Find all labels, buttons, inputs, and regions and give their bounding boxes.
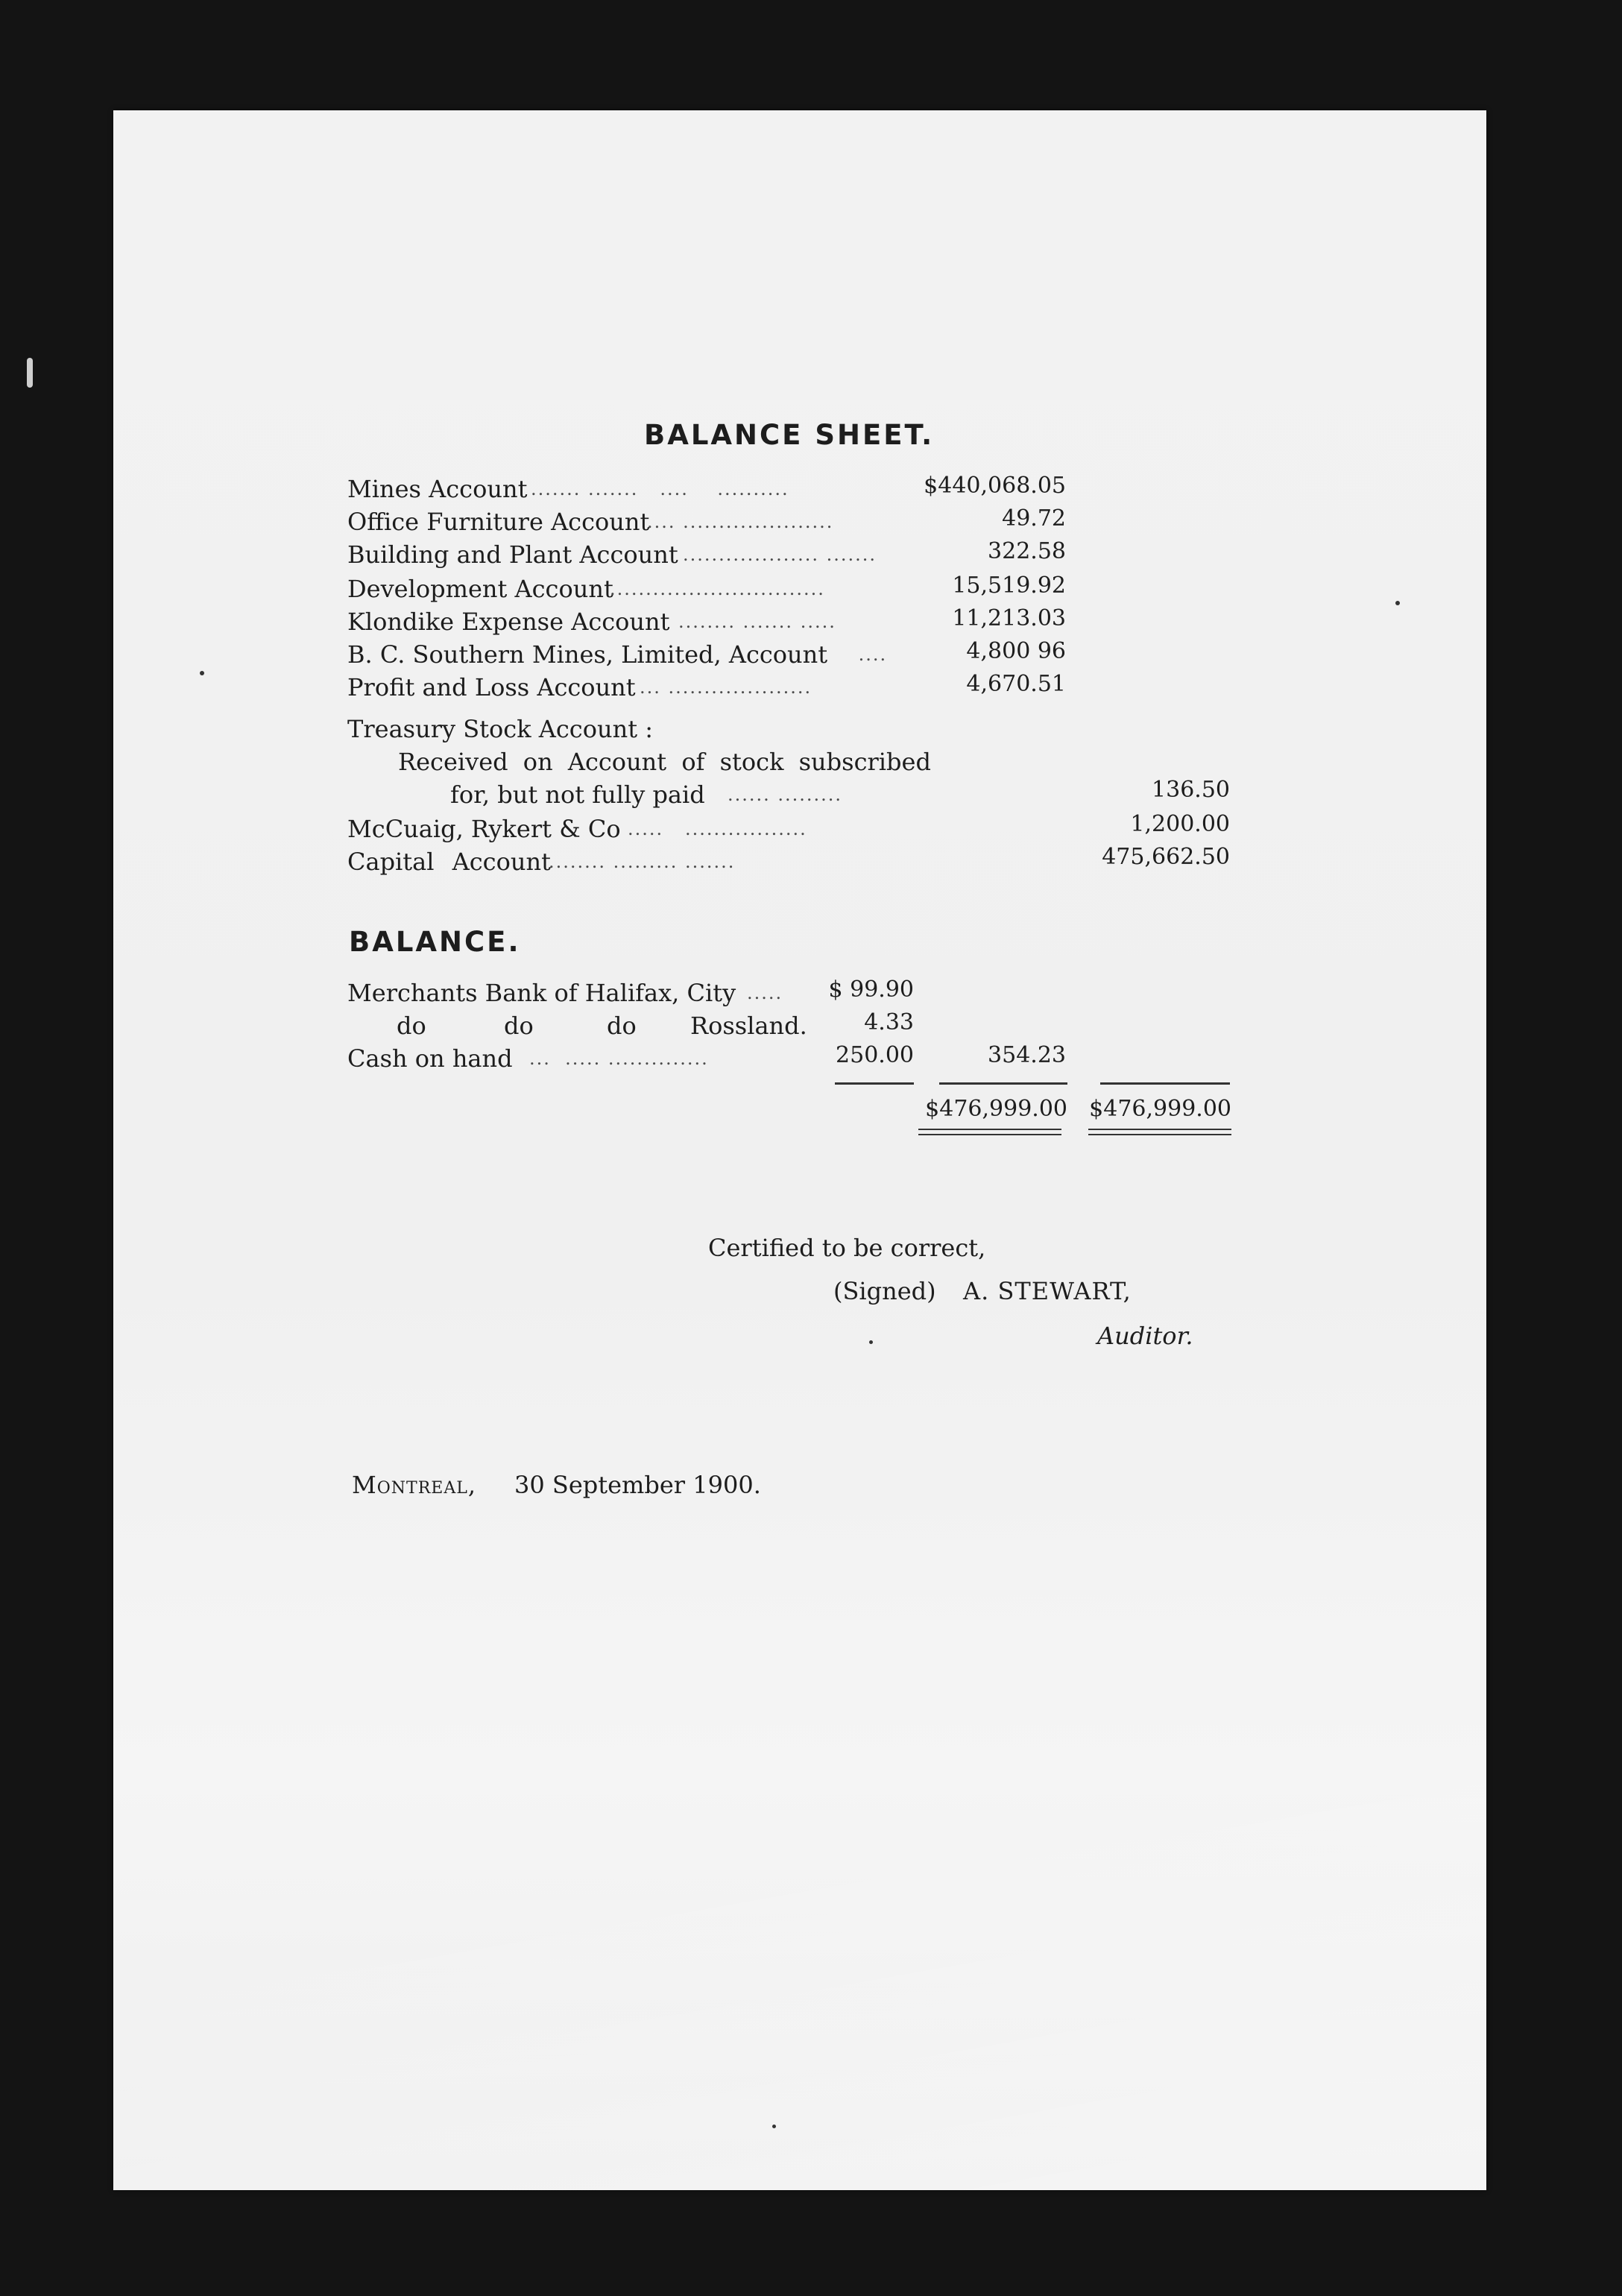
dot-leader: .... ..................... [647, 511, 834, 532]
capital-value: 475,662.50 [1102, 844, 1230, 870]
column-rule [1100, 1082, 1230, 1085]
balance-item-value: 4.33 [864, 1009, 914, 1035]
balance-item-label: Merchants Bank of Halifax, City [347, 979, 736, 1007]
treasury-value: 136.50 [1152, 777, 1230, 803]
scan-mark [27, 358, 33, 388]
dot-leader: ...... ......... [728, 784, 843, 805]
dust-speck [200, 671, 204, 675]
account-label: Mines Account [347, 475, 528, 503]
capital-label: Capital Account [347, 848, 551, 876]
mccuaig-label: McCuaig, Rykert & Co [347, 815, 621, 843]
treasury-line-2: for, but not fully paid [450, 780, 705, 809]
balance-heading: BALANCE. [349, 926, 521, 958]
sheet-title: BALANCE SHEET. [644, 419, 935, 451]
account-label: Klondike Expense Account [347, 608, 670, 636]
account-label: Office Furniture Account [347, 508, 650, 536]
certification-line: Certified to be correct, [708, 1234, 986, 1262]
total-left: $476,999.00 [925, 1096, 1067, 1122]
cash-subtotal: 354.23 [988, 1042, 1066, 1068]
dust-speck [869, 1340, 873, 1344]
account-value: 4,670.51 [966, 671, 1066, 697]
signed-label: (Signed) [833, 1277, 936, 1305]
total-double-rule [918, 1129, 1061, 1135]
account-value: 15,519.92 [952, 573, 1066, 599]
account-value: 322.58 [988, 538, 1066, 564]
balance-item-value: $ 99.90 [828, 977, 914, 1003]
total-double-rule [1088, 1129, 1231, 1135]
dot-leader: ... .................... [640, 677, 812, 698]
dot-leader: ..... [747, 983, 783, 1003]
total-right: $476,999.00 [1089, 1096, 1231, 1122]
dot-leader: ................... ....... [683, 544, 877, 565]
auditor-name: A. STEWART, [963, 1277, 1132, 1305]
dot-leader: ....... ....... .... .......... [531, 479, 789, 499]
dot-leader: ... ..... .............. [529, 1048, 709, 1069]
treasury-line-1: Received on Account of stock subscribed [398, 748, 931, 776]
treasury-heading: Treasury Stock Account : [347, 715, 654, 743]
balance-item-value: 250.00 [836, 1042, 914, 1068]
balance-item-label: Rossland. [690, 1012, 807, 1040]
mccuaig-value: 1,200.00 [1130, 811, 1230, 837]
balance-item-label: do [607, 1012, 637, 1040]
dot-leader: ........ ......... ....... [549, 851, 736, 872]
auditor-role: Auditor. [1097, 1322, 1193, 1350]
dot-leader: ..... ................. [628, 819, 807, 839]
dot-leader: .... [851, 644, 888, 665]
account-value: 11,213.03 [952, 605, 1066, 631]
account-value: 49.72 [1002, 505, 1066, 532]
account-label: Development Account [347, 575, 613, 603]
column-rule [835, 1082, 914, 1085]
dot-leader: .............................. [610, 578, 825, 599]
account-value: 4,800 96 [966, 638, 1066, 664]
dust-speck [772, 2125, 776, 2128]
dust-speck [1395, 601, 1400, 605]
balance-item-label: do [504, 1012, 534, 1040]
account-value: $440,068.05 [924, 473, 1066, 499]
account-label: Building and Plant Account [347, 540, 678, 569]
dot-leader: ........ ....... ..... [678, 611, 836, 632]
column-rule [939, 1082, 1067, 1085]
balance-item-label: Cash on hand [347, 1044, 513, 1073]
balance-item-label: do [397, 1012, 426, 1040]
dateline-city: Montreal, [352, 1471, 477, 1499]
dateline-date: 30 September 1900. [514, 1471, 761, 1499]
account-label: B. C. Southern Mines, Limited, Account [347, 640, 828, 669]
account-label: Profit and Loss Account [347, 673, 636, 701]
paper-shading [113, 1640, 1486, 2190]
